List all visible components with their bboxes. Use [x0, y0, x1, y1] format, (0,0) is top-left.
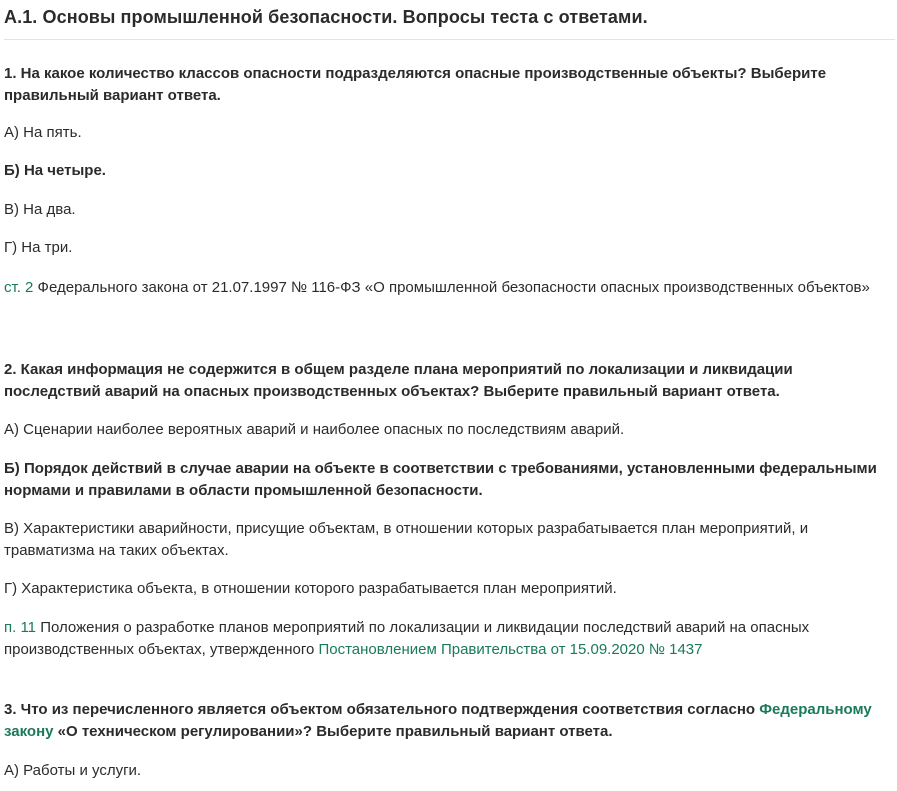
source-text: Положения о разработке планов мероприятий по локализации и ликвидации последствий аварий на опасных производственных объектах, утвержденного [4, 619, 810, 658]
answer-text: В) Характеристики аварийности, присущие объектам, в отношении которых разрабатывается план мероприятий, и травматизма на таких объектах. [4, 520, 809, 559]
source-link-article[interactable]: ст. 2 [4, 279, 34, 296]
question-2-answer-d [4, 578, 889, 600]
federal-law-link[interactable]: Федеральному закону [4, 701, 872, 740]
question-2-answer-a [4, 419, 889, 441]
answer-text: В) На два. [4, 201, 76, 218]
question-1 [4, 63, 889, 107]
correct-answer-text: Б) Порядок действий в случае аварии на объекте в соответствии с требованиями, установленными федеральными нормами и правилами в области промышленной безопасности. [4, 460, 877, 499]
question-1-answer-a [4, 122, 889, 144]
question-1-answer-d [4, 237, 889, 259]
question-3-text-post: «О техническом регулировании»? Выберите правильный вариант ответа. [53, 723, 613, 740]
answer-text: А) На пять. [4, 124, 82, 141]
answer-text: А) Сценарии наиболее вероятных аварий и наиболее опасных по последствиям аварий. [4, 421, 625, 438]
answer-text: Г) На три. [4, 239, 73, 256]
question-1-answer-b [4, 160, 889, 182]
answer-text: Г) Характеристика объекта, в отношении которого разрабатывается план мероприятий. [4, 580, 617, 597]
question-3-answer-a [4, 760, 889, 782]
question-3 [4, 699, 889, 743]
question-2-source [4, 617, 889, 661]
question-2-text: 2. Какая информация не содержится в общем разделе плана мероприятий по локализации и ликвидации последствий аварий на опасных производственных объектах? Выберите правильный вариант ответа. [4, 361, 793, 400]
answer-text: А) Работы и услуги. [4, 762, 142, 779]
question-2-answer-b [4, 458, 889, 502]
source-link-paragraph[interactable]: п. 11 [4, 619, 37, 636]
question-1-answer-c [4, 199, 889, 221]
source-text: Федерального закона от 21.07.1997 № 116-ФЗ «О промышленной безопасности опасных производственных объектов» [33, 279, 870, 296]
page-title: А.1. Основы промышленной безопасности. Вопросы теста с ответами. [4, 7, 648, 27]
source-link-decree[interactable]: Постановлением Правительства от 15.09.2020 № 1437 [318, 641, 703, 658]
question-3-text-pre: 3. Что из перечисленного является объектом обязательного подтверждения соответствия согласно [4, 701, 760, 718]
question-2-answer-c [4, 518, 889, 562]
question-3-text [4, 699, 889, 743]
question-1-source [4, 277, 889, 299]
title-divider [4, 39, 895, 40]
question-2 [4, 359, 889, 403]
correct-answer-text: Б) На четыре. [4, 162, 106, 179]
question-1-text: 1. На какое количество классов опасности подразделяются опасные производственные объекты? Выберите правильный вариант ответа. [4, 65, 827, 104]
